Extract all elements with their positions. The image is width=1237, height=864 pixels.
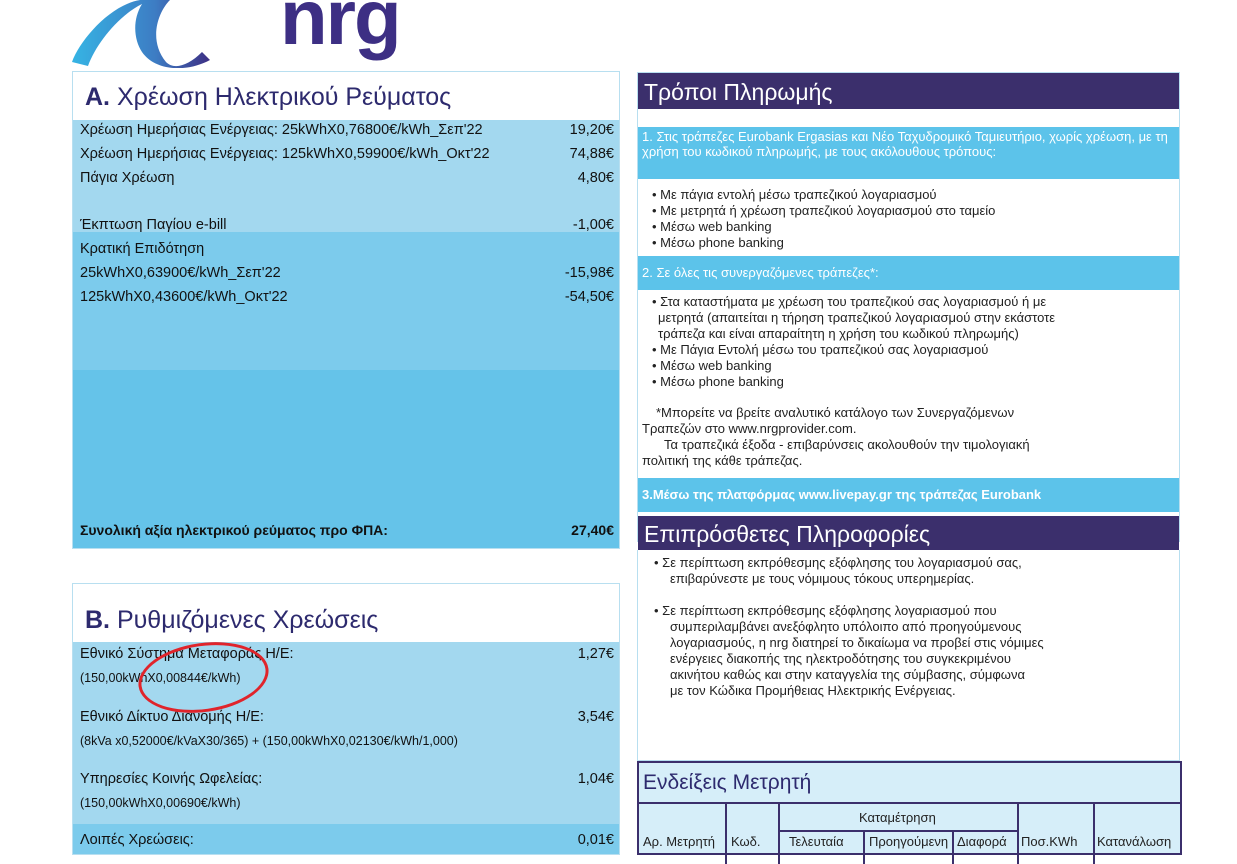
meter-column-header: Κωδ. [731,834,761,849]
info-line: συμπεριλαμβάνει ανεξόφλητο υπόλοιπο από προηγούμενους [670,619,1022,634]
total-value: 27,40€ [571,522,614,538]
meter-group-header: Καταμέτρηση [859,810,936,825]
list-item: • Μέσω web banking [652,358,772,373]
logo-wordmark: nrg [280,0,400,61]
info-line: • Σε περίπτωση εκπρόθεσμης εξόφλησης του λογαριασμού σας, [654,555,1022,570]
meter-column-header: Προηγούμενη [869,834,949,849]
section-b-panel: Β. Ρυθμιζόμενες Χρεώσεις Εθνικό Σύστημα Μεταφοράς Η/Ε: 1,27€ (150,00kWhX0,00844€/kWh) Εθνικό Δίκτυο Διανομής Η/Ε: 3,54€ (8kVa x0,52000€/kVaX30/365) + (150,00kWhX0,02130€/kWh/1,000) Υπηρεσίες Κοινής Ωφελείας: 1,04€ (150,00kWhX0,00690€/kWh) Λοιπές Χρεώσεις: 0,01€ [72,583,620,855]
section-b-title-text: Ρυθμιζόμενες Χρεώσεις [116,606,379,634]
section-b-letter: Β. [85,606,110,634]
note-line: Τραπεζών στο www.nrgprovider.com. [642,421,857,436]
list-item: • Στα καταστήματα με χρέωση του τραπεζικού σας λογαριασμού ή με [652,294,1047,309]
payment-option-1: 1. Στις τράπεζες Eurobank Ergasias και Νέο Ταχυδρομικό Ταμιευτήριο, χωρίς χρέωση, με τη χρήση του κωδικού πληρωμής, με τους ακόλουθους τρόπους: [638,127,1179,179]
payment-panel [637,72,1180,547]
total-label: Συνολική αξία ηλεκτρικού ρεύματος προ ΦΠΑ: [80,522,388,538]
additional-info-panel [637,550,1180,761]
info-line: ενέργειες διακοπής της ηλεκτροδότησης του συγκεκριμένου [670,651,1011,666]
info-line: λογαριασμούς, η nrg διατηρεί το δικαίωμα να προβεί στις νόμιμες [670,635,1044,650]
section-a-title [73,72,619,120]
list-item: • Με πάγια εντολή μέσω τραπεζικού λογαριασμού [652,187,937,202]
section-a-title-text: Χρέωση Ηλεκτρικού Ρεύματος [116,83,452,111]
meter-column-header: Κατανάλωση [1097,834,1172,849]
meter-column-header: Ποσ.ΚWh [1021,834,1078,849]
info-line: με τον Κώδικα Προμήθειας Ηλεκτρικής Ενέργειας. [670,683,956,698]
meter-title: Ενδείξεις Μετρητή [643,771,812,794]
payment-option-2-list [638,290,1179,469]
payment-option-2: 2. Σε όλες τις συνεργαζόμενες τράπεζες*: [638,256,1179,290]
list-item: • Με Πάγια Εντολή μέσω του τραπεζικού σας λογαριασμού [652,342,989,357]
section-b-title [73,584,619,642]
list-item: • Μέσω web banking [652,219,772,234]
info-line: • Σε περίπτωση εκπρόθεσμης εξόφλησης λογαριασμού που [654,603,997,618]
note-line: πολιτική της κάθε τράπεζας. [642,453,803,468]
info-line: επιβαρύνεστε με τους νόμιμους τόκους υπερημερίας. [670,571,975,586]
meter-readings-panel [637,761,1182,855]
note-line: *Μπορείτε να βρείτε αναλυτικό κατάλογο των Συνεργαζόμενων [656,405,1015,420]
payment-title: Τρόποι Πληρωμής [638,73,1179,109]
meter-column-header: Διαφορά [957,834,1007,849]
meter-column-header: Τελευταία [789,834,844,849]
logo-swoosh-icon [70,0,220,68]
note-line: Τα τραπεζικά έξοδα - επιβαρύνσεις ακολουθούν την τιμολογιακή [664,437,1030,452]
payment-option-3: 3.Μέσω της πλατφόρμας www.livepay.gr της τράπεζας Eurobank [638,478,1179,512]
list-item: • Μέσω phone banking [652,235,784,250]
meter-table [639,802,1180,864]
list-item: τράπεζα και είναι απαραίτητη η χρήση του κωδικού πληρωμής) [658,326,1019,341]
section-a-letter: Α. [85,83,110,111]
info-line: ακινήτου καθώς και στην καταγγελία της σύμβασης, σύμφωνα [670,667,1025,682]
list-item: • Με μετρητά ή χρέωση τραπεζικού λογαριασμού στο ταμείο [652,203,996,218]
list-item: μετρητά (απαιτείται η τήρηση τραπεζικού λογαριασμού στην εκάστοτε [658,310,1056,325]
meter-column-header: Αρ. Μετρητή [643,834,716,849]
section-a-panel: Α. Χρέωση Ηλεκτρικού Ρεύματος Χρέωση Ημερήσιας Ενέργειας: 25kWhX0,76800€/kWh_Σεπ'22 19,20€ Χρέωση Ημερήσιας Ενέργειας: 125kWhX0,59900€/kWh_Οκτ'22 74,88€ Πάγια Χρέωση 4,80€ Έκπτωση Παγίου e-bill -1,00€ Κρατική Επιδότηση 25kWhX0,63900€/kWh_Σεπ'22 -15,98€ 125kWhX0,43600€/kWh_Οκτ'22 -54,50€ Συνολική αξία ηλεκτρικού ρεύματος προ ΦΠΑ: 27,40€ [72,71,620,549]
list-item: • Μέσω phone banking [652,374,784,389]
nrg-logo [70,0,400,68]
additional-info-title: Επιπρόσθετες Πληροφορίες [638,516,1179,552]
payment-option-1-list [638,179,1179,256]
